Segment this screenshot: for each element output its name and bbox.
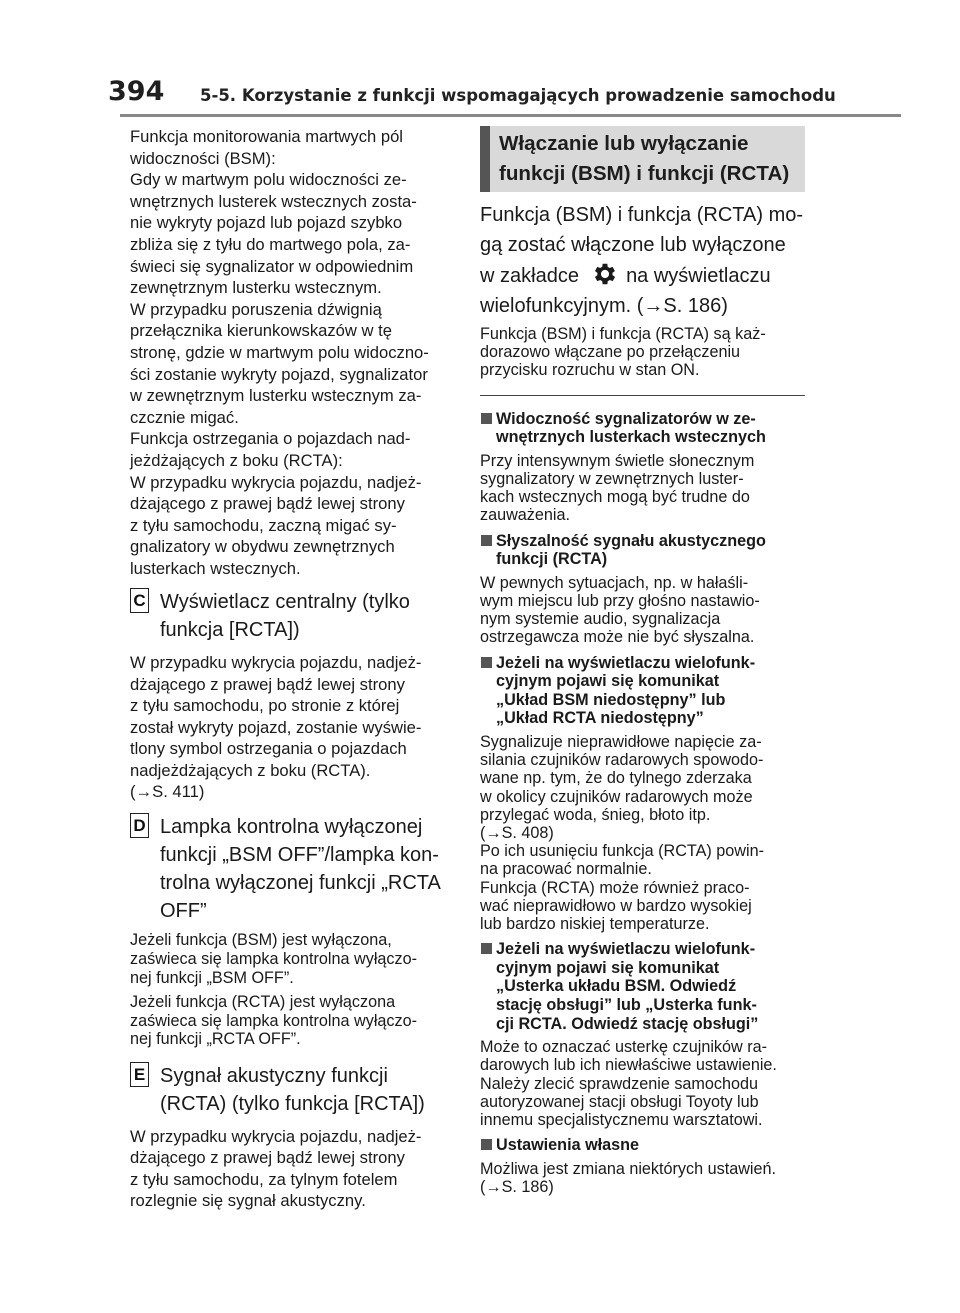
- subsection-d-body-2: Jeżeli funkcja (RCTA) jest wyłączona zaświeca się lampka kontrolna wyłączo- nej funkcji „RCTA OFF”.: [130, 993, 417, 1049]
- square-bullet-icon: [481, 413, 492, 424]
- right-column: [480, 126, 805, 1196]
- square-bullet-icon: [481, 943, 492, 954]
- note-title-3: Jeżeli na wyświetlaczu wielofunk- cyjnym pojawi się komunikat „Układ BSM niedostępny” lub „Układ RCTA niedostępny”: [496, 653, 756, 728]
- block-title: Włączanie lub wyłączanie funkcji (BSM) i funkcji (RCTA): [499, 132, 790, 185]
- badge-c: C: [130, 588, 149, 613]
- header-divider: [120, 114, 901, 117]
- badge-e: E: [130, 1062, 149, 1087]
- note-body-1: Przy intensywnym świetle słonecznym sygnalizatory w zewnętrznych luster- kach wstecznych mogą być trudne do zauważenia.: [480, 451, 755, 525]
- badge-d: D: [130, 813, 149, 838]
- block-title-box: [480, 126, 805, 192]
- subsection-c-heading: [130, 588, 455, 644]
- note-body-3: Sygnalizuje nieprawidłowe napięcie za- silania czujników radarowych spowodo- wane np. tym, że do tylnego zderzaka w okolicy czujników radarowych może przylegać woda, śnieg, błoto itp. (→S. 408) Po ich usunięciu funkcja (RCTA) powin- na pracować normalnie. Funkcja (RCTA) może również praco- wać nieprawidłowo w bardzo wysokiej lub bardzo niskiej temperaturze.: [480, 732, 764, 934]
- note-title-4: Jeżeli na wyświetlaczu wielofunk- cyjnym pojawi się komunikat „Usterka układu BSM. Odwiedź stację obsługi” lub „Usterka funk- cji RCTA. Odwiedź stację obsługi”: [496, 940, 759, 1033]
- note-title-1: Widoczność sygnalizatorów w ze- wnętrznych lusterkach wstecznych: [496, 409, 766, 447]
- note-title-2: Słyszalność sygnału akustycznego funkcji (RCTA): [496, 531, 766, 569]
- intro-large-3: wielofunkcyjnym. (→S. 186): [480, 294, 728, 317]
- intro-large: [480, 201, 805, 321]
- intro-small: Funkcja (BSM) i funkcja (RCTA) są każ- dorazowo włączane po przełączeniu przycisku rozruchu w stan ON.: [480, 325, 766, 380]
- section-title: 5-5. Korzystanie z funkcji wspomagających prowadzenie samochodu: [200, 86, 836, 105]
- note-heading-4: [480, 940, 805, 1033]
- subsection-e-title: Sygnał akustyczny funkcji (RCTA) (tylko funkcja [RCTA]): [160, 1064, 425, 1115]
- page-number: 394: [108, 76, 165, 107]
- subsection-d-title: Lampka kontrolna wyłączonej funkcji „BSM OFF”/lampka kon- trolna wyłączonej funkcji „RCTA OFF”: [160, 816, 441, 923]
- note-heading-2: [480, 532, 805, 569]
- subsection-c-title: Wyświetlacz centralny (tylko funkcja [RCTA]): [160, 591, 410, 642]
- square-bullet-icon: [481, 535, 492, 546]
- subsection-c-body: W przypadku wykrycia pojazdu, nadjeż- dżającego z prawej bądź lewej strony z tyłu samochodu, po stronie z której został wykryty pojazd, zostanie wyświe- tlony symbol ostrzegania o pojazdach nadjeżdżających z boku (RCTA). (→S. 411): [130, 653, 422, 801]
- note-body-5: Możliwa jest zmiana niektórych ustawień. (→S. 186): [480, 1159, 776, 1196]
- subsection-d-heading: [130, 813, 455, 925]
- section-divider: [480, 395, 805, 396]
- subsection-e-heading: [130, 1062, 455, 1118]
- square-bullet-icon: [481, 657, 492, 668]
- gear-icon: [591, 260, 619, 288]
- note-heading-3: [480, 654, 805, 728]
- note-body-4: Może to oznaczać usterkę czujników ra- darowych lub ich niewłaściwe ustawienie. Należy zlecić sprawdzenie samochodu autoryzowanej stacji obsługi Toyoty lub innemu specjalistycznemu warsztatowi.: [480, 1038, 777, 1129]
- note-heading-5: [480, 1136, 805, 1155]
- intro-large-2: na wyświetlaczu: [626, 265, 771, 287]
- page-header: [0, 0, 960, 118]
- note-title-5: Ustawienia własne: [496, 1136, 640, 1155]
- note-heading-1: [480, 410, 805, 447]
- left-column: [130, 126, 455, 1212]
- note-body-2: W pewnych sytuacjach, np. w hałaśli- wym miejscu lub przy głośno nastawio- nym systemie audio, sygnalizacja ostrzegawcza może nie być słyszalna.: [480, 573, 760, 647]
- intro-large-1: Funkcja (BSM) i funkcja (RCTA) mo- gą zostać włączone lub wyłączone w zakładce: [480, 204, 804, 287]
- subsection-d-body-1: Jeżeli funkcja (BSM) jest wyłączona, zaświeca się lampka kontrolna wyłączo- nej funkcji „BSM OFF”.: [130, 931, 417, 987]
- square-bullet-icon: [481, 1139, 492, 1150]
- subsection-e-body: W przypadku wykrycia pojazdu, nadjeż- dżającego z prawej bądź lewej strony z tyłu samochodu, za tylnym fotelem rozlegnie się sygnał akustyczny.: [130, 1126, 422, 1211]
- intro-text: Funkcja monitorowania martwych pól widoczności (BSM): Gdy w martwym polu widoczności ze- wnętrznych lusterek wstecznych zosta- nie wykryty pojazd lub pojazd szybko zbliża się z tyłu do martwego pola, za- świeci się sygnalizator w odpowiednim zewnętrznym lusterku wstecznym. W przypadku poruszenia dźwignią przełącznika kierunkowskazów w tę stronę, gdzie w martwym polu widoczno- ści zostanie wykryty pojazd, sygnalizator w zewnętrznym lusterku wstecznym za- czcznie migać. Funkcja ostrzegania o pojazdach nad- jeżdżających z boku (RCTA): W przypadku wykrycia pojazdu, nadjeż- dżającego z prawej bądź lewej strony z tyłu samochodu, zaczną migać sy- gnalizatory w obydwu zewnętrznych lusterkach wstecznych.: [130, 127, 429, 578]
